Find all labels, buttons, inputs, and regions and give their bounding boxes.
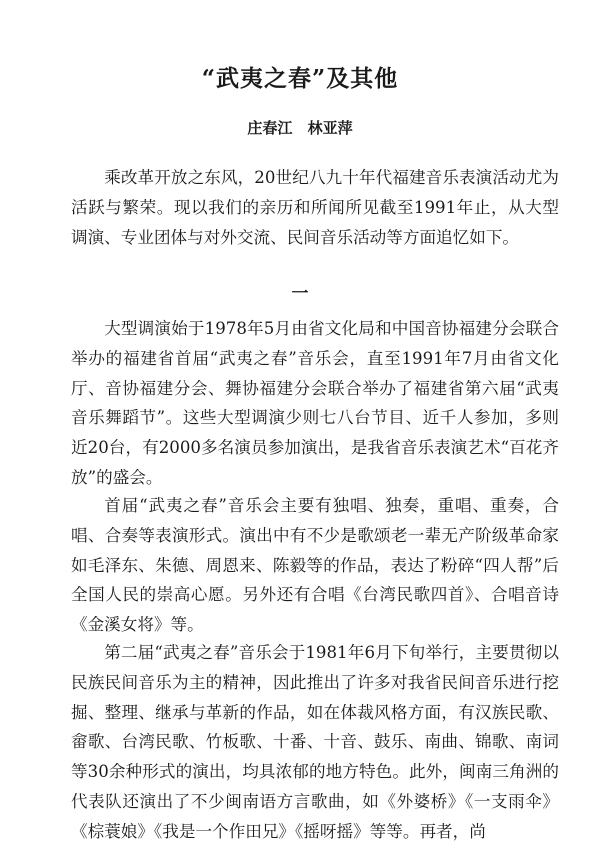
intro-paragraph: 乘改革开放之东风，20世纪八九十年代福建音乐表演活动尤为活跃与繁荣。现以我们的亲历和所闻所见截至1991年止，从大型调演、专业团体与对外交流、民间音乐活动等方面追忆如下。 xyxy=(71,168,559,247)
body-paragraph: 大型调演始于1978年5月由省文化局和中国音协福建分会联合举办的福建省首届“武夷之春”音乐会，直至1991年7月由省文化厅、音协福建分会、舞协福建分会联合举办了福建省第六届“武夷音乐舞蹈节”。这些大型调演少则七八台节目、近千人参加，多则近20台，有2000多名演员参加演出，是我省音乐表演艺术“百花齐放”的盛会。 xyxy=(71,319,559,487)
section-heading-one: 一 xyxy=(291,284,309,304)
article-authors: 庄春江 林亚萍 xyxy=(247,119,353,137)
body-paragraph: 第二届“武夷之春”音乐会于1981年6月下旬举行，主要贯彻以民族民间音乐为主的精神，因此推出了许多对我省民间音乐进行挖掘、整理、继承与革新的作品，如在体裁风格方面，有汉族民歌、畲歌、台湾民歌、竹板歌、十番、十音、鼓乐、南曲、锦歌、南词等30余种形式的演出，均具浓郁的地方特色。此外，闽南三角洲的代表队还演出了不少闽南语方言歌曲，如《外婆桥》《一支雨伞》《棕蓑娘》《我是一个作田兄》《摇呀摇》等等。再者，尚 xyxy=(71,643,559,841)
article-title: “武夷之春”及其他 xyxy=(201,65,399,92)
body-paragraph: 首届“武夷之春”音乐会主要有独唱、独奏，重唱、重奏，合唱、合奏等表演形式。演出中有不少是歌颂老一辈无产阶级革命家如毛泽东、朱德、周恩来、陈毅等的作品，表达了粉碎“四人帮”后全国人民的崇高心愿。另外还有合唱《台湾民歌四首》、合唱音诗《金溪女将》等。 xyxy=(71,496,559,635)
